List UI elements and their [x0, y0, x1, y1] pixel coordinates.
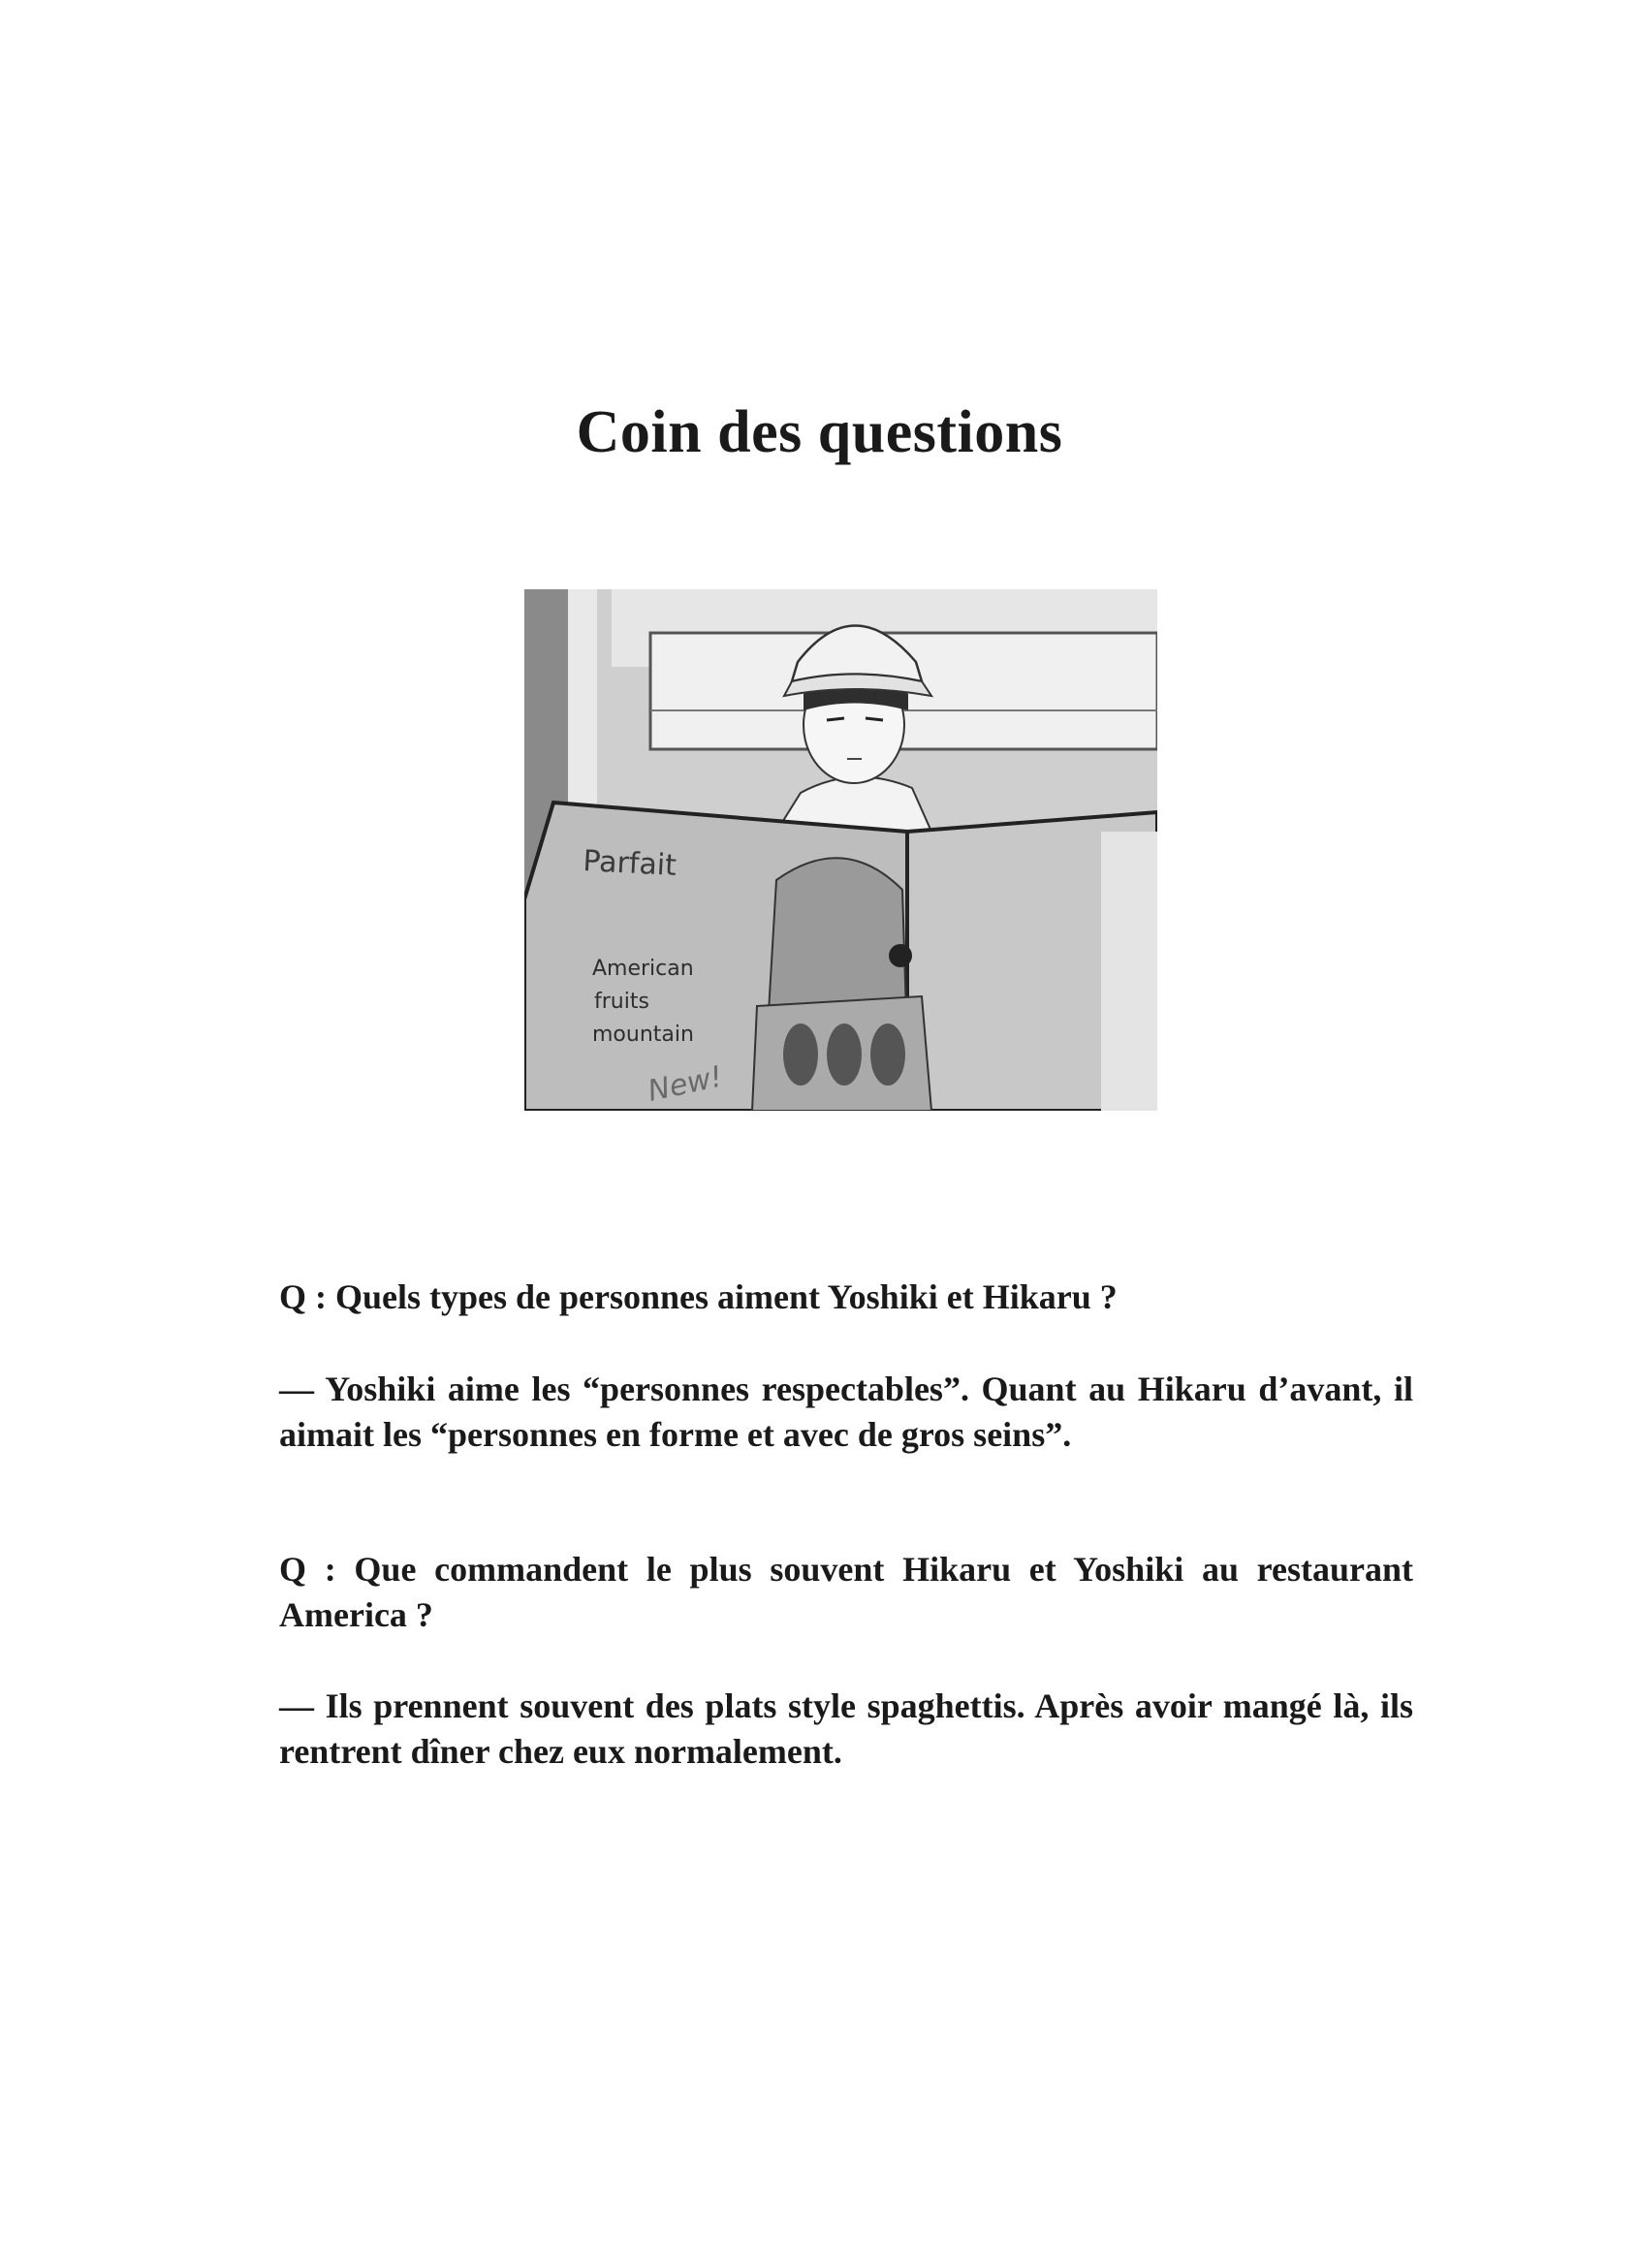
menu-heading: Parfait [582, 844, 678, 884]
page-title: Coin des questions [576, 399, 1063, 465]
question-2: Q : Que commandent le plus souvent Hikaru et Yoshiki au restaurant America ? [279, 1550, 1413, 1634]
menu-badge: New! [645, 1059, 726, 1109]
question-1: Q : Quels types de personnes aiment Yoshiki et Hikaru ? [279, 1277, 1118, 1316]
answer-1: — Yoshiki aime les “personnes respectables”. Quant au Hikaru d’avant, il aimait les “personnes en forme et avec de gros seins”. [279, 1370, 1413, 1454]
menu-item-line2: fruits [594, 990, 649, 1014]
manga-illustration [524, 589, 1157, 1111]
menu-item-line1: American [592, 957, 694, 981]
menu-item-line3: mountain [592, 1023, 694, 1047]
answer-2: — Ils prennent souvent des plats style spaghettis. Après avoir mangé là, ils rentrent dîner chez eux normalement. [279, 1686, 1413, 1771]
